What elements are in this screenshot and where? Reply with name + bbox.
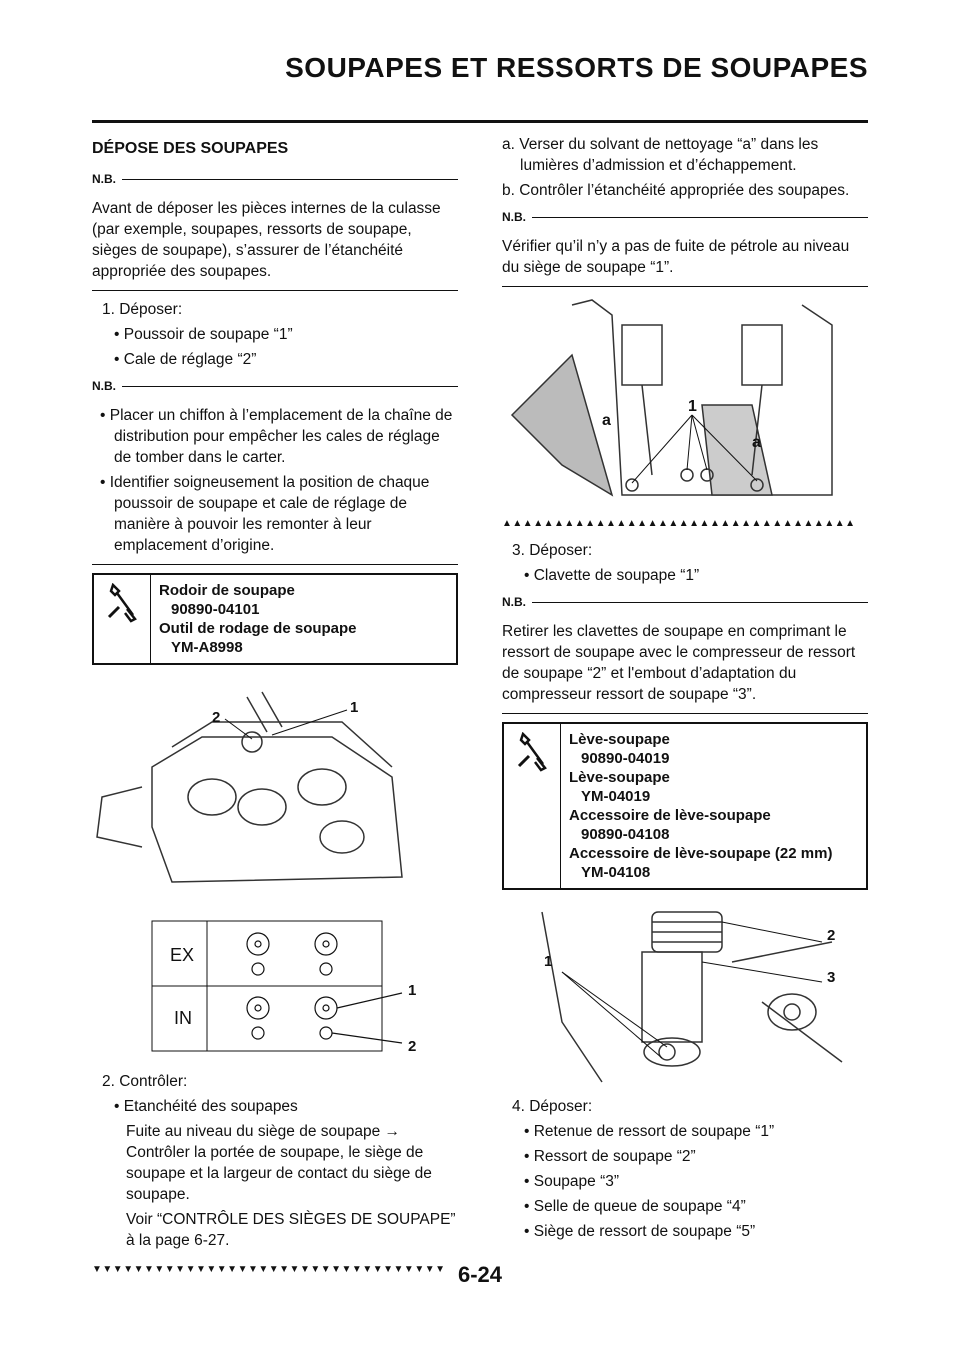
step-4-item: • Retenue de ressort de soupape “1” bbox=[524, 1123, 775, 1140]
shim-position-diagram bbox=[92, 911, 458, 1061]
right-column bbox=[502, 134, 868, 1246]
section-title: DÉPOSE DES SOUPAPES bbox=[92, 140, 289, 157]
page-title: SOUPAPES ET RESSORTS DE SOUPAPES bbox=[285, 52, 868, 83]
valve-spring-compressor-figure bbox=[502, 902, 868, 1092]
step-a: a. Verser du solvant de nettoyage “a” dans les lumières d’admission et d’échappement. bbox=[502, 136, 819, 174]
special-tool-box bbox=[92, 573, 458, 665]
step-2: 2. Contrôler: bbox=[102, 1073, 188, 1090]
step-3-item: • Clavette de soupape “1” bbox=[524, 567, 700, 584]
figure-label: a bbox=[752, 434, 761, 451]
divider bbox=[502, 713, 868, 714]
figure-label: 2 bbox=[408, 1038, 417, 1055]
tool-name: Rodoir de soupape bbox=[159, 582, 295, 599]
divider bbox=[92, 564, 458, 565]
divider bbox=[92, 290, 458, 291]
step-1-item: • Cale de réglage “2” bbox=[114, 351, 257, 368]
divider bbox=[502, 286, 868, 287]
figure-label: 1 bbox=[688, 398, 697, 415]
tool-number: YM-04019 bbox=[581, 788, 651, 805]
title-rule bbox=[92, 120, 868, 123]
tool-number: 90890-04101 bbox=[171, 601, 260, 618]
figure-label: a bbox=[602, 412, 611, 429]
nb-item: • Placer un chiffon à l’emplacement de la chaîne de distribution pour empêcher les cales de réglage de tomber dans le carter. bbox=[100, 407, 453, 466]
step-4-item: • Soupape “3” bbox=[524, 1173, 620, 1190]
tool-number: YM-A8998 bbox=[171, 639, 243, 656]
step-4-item: • Siège de ressort de soupape “5” bbox=[524, 1223, 756, 1240]
start-marker: ▲▲▲▲▲▲▲▲▲▲▲▲▲▲▲▲▲▲▲▲▲▲▲▲▲▲▲▲▲▲▲▲▲▲ bbox=[502, 518, 856, 529]
figure-label: 1 bbox=[408, 982, 417, 999]
figure-label: 3 bbox=[827, 969, 836, 986]
step-b: b. Contrôler l’étanchéité appropriée des soupapes. bbox=[502, 182, 850, 199]
nb-text: Vérifier qu’il n’y a pas de fuite de pétrole au niveau du siège de soupape “1”. bbox=[502, 238, 850, 276]
nb-item: • Identifier soigneusement la position de chaque poussoir de soupape et cale de réglage de manière à pouvoir les remonter à leur emplacement d’origine. bbox=[100, 474, 430, 554]
step-1-item: • Poussoir de soupape “1” bbox=[114, 326, 293, 343]
step-2-item: • Etanchéité des soupapes bbox=[114, 1098, 298, 1115]
nb-text: Avant de déposer les pièces internes de la culasse (par exemple, soupapes, ressorts de soupape, sièges de soupape), s’assurer de l’étanchéité appropriée des soupapes. bbox=[92, 200, 441, 280]
end-marker: ▼▼▼▼▼▼▼▼▼▼▼▼▼▼▼▼▼▼▼▼▼▼▼▼▼▼▼▼▼▼▼▼▼▼ bbox=[92, 1264, 446, 1275]
tool-number: 90890-04108 bbox=[581, 826, 670, 843]
ex-label: EX bbox=[170, 945, 195, 965]
cylinder-head-figure bbox=[92, 677, 458, 897]
tool-name: Lève-soupape bbox=[569, 731, 670, 748]
tool-name: Outil de rodage de soupape bbox=[159, 620, 357, 637]
tool-name: Accessoire de lève-soupape bbox=[569, 807, 771, 824]
left-column bbox=[92, 134, 458, 1286]
step-4-item: • Selle de queue de soupape “4” bbox=[524, 1198, 746, 1215]
tool-number: YM-04108 bbox=[581, 864, 651, 881]
nb-text: Retirer les clavettes de soupape en comprimant le ressort de soupape avec le compresseur de ressort de soupape “2” et l'embout d’adaptation du compresseur ressort de soupape “3”. bbox=[502, 623, 856, 703]
tool-name: Lève-soupape bbox=[569, 769, 670, 786]
figure-label: 2 bbox=[827, 927, 836, 944]
step-4-item: • Ressort de soupape “2” bbox=[524, 1148, 696, 1165]
special-tool-box bbox=[502, 722, 868, 890]
in-label: IN bbox=[174, 1008, 192, 1028]
nb-header: N.B. bbox=[502, 207, 868, 228]
figure-label: 2 bbox=[212, 709, 221, 726]
step-1: 1. Déposer: bbox=[102, 301, 183, 318]
step-2-text: Fuite au niveau du siège de soupape → Contrôler la portée de soupape, le siège de soupape et la largeur de contact du siège de soupape. bbox=[126, 1123, 432, 1203]
step-2-ref: Voir “CONTRÔLE DES SIÈGES DE SOUPAPE” à la page 6-27. bbox=[126, 1211, 456, 1249]
wrench-tool-icon bbox=[94, 575, 151, 663]
tool-name: Accessoire de lève-soupape (22 mm) bbox=[569, 845, 833, 862]
tool-number: 90890-04019 bbox=[581, 750, 670, 767]
wrench-tool-icon bbox=[504, 724, 561, 888]
leak-test-figure bbox=[502, 295, 868, 505]
page-number: 6-24 bbox=[457, 1262, 503, 1287]
step-3: 3. Déposer: bbox=[512, 542, 593, 559]
nb-header: N.B. bbox=[92, 376, 458, 397]
nb-header: N.B. bbox=[502, 592, 868, 613]
figure-label: 1 bbox=[350, 699, 359, 716]
figure-label: 1 bbox=[544, 953, 553, 970]
step-4: 4. Déposer: bbox=[512, 1098, 593, 1115]
nb-header: N.B. bbox=[92, 169, 458, 190]
